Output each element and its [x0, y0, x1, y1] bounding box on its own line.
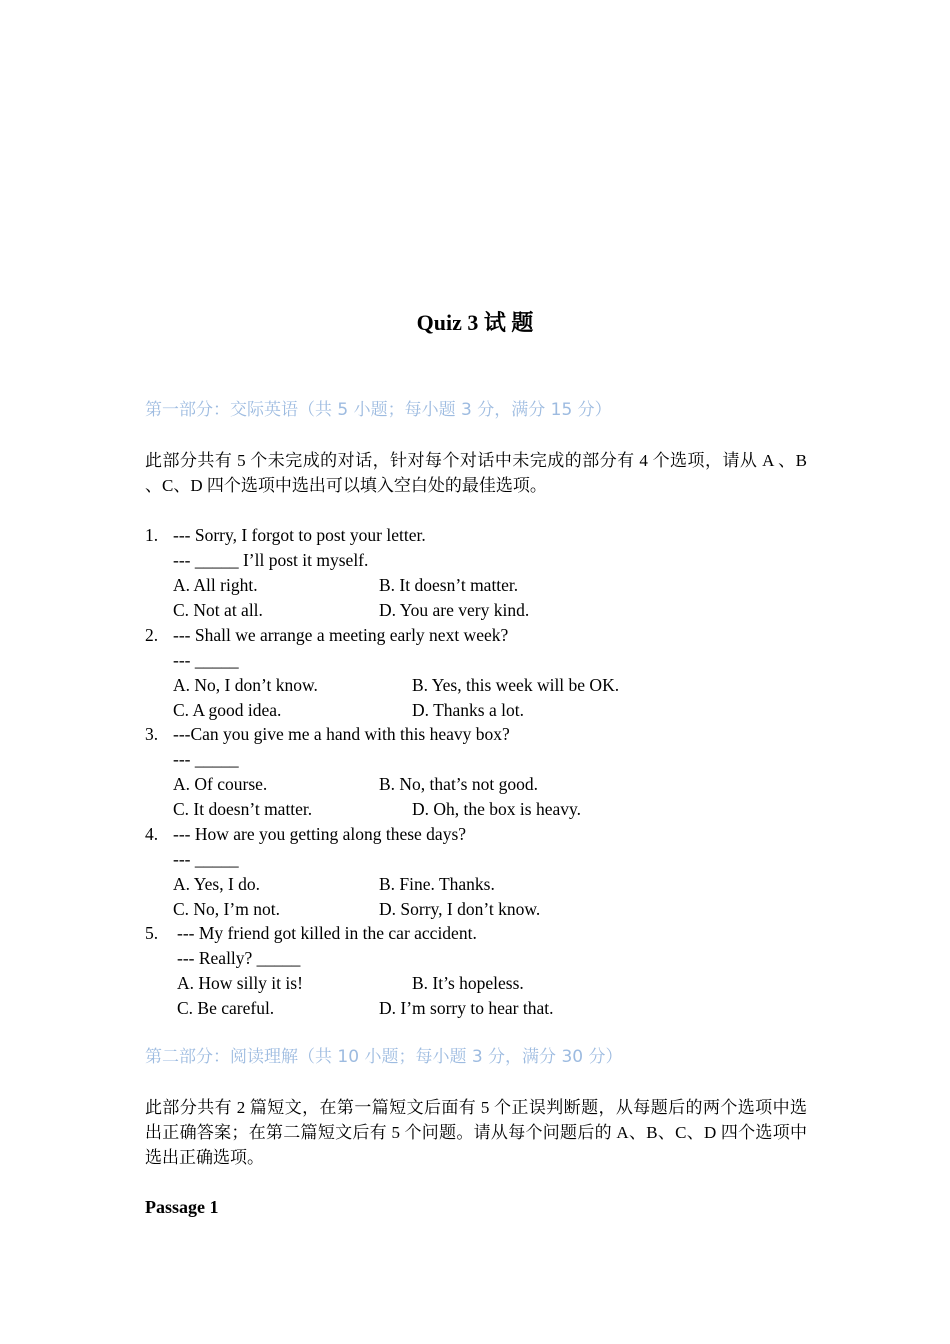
question-5-option-a: A. How silly it is! [177, 973, 303, 993]
question-2-option-b: B. Yes, this week will be OK. [412, 675, 620, 695]
part2-heading: 第二部分：阅读理解（共 10 小题；每小题 3 分，满分 30 分） [145, 1047, 623, 1067]
question-1-option-a: A. All right. [173, 575, 258, 595]
question-1-prompt: --- Sorry, I forgot to post your letter. [173, 525, 426, 545]
question-5-option-c: C. Be careful. [177, 998, 275, 1018]
question-2-prompt: --- Shall we arrange a meeting early next week? [173, 625, 509, 645]
part2-instructions: 此部分共有 2 篇短文，在第一篇短文后面有 5 个正误判断题，从每题后的两个选项中选出正确答案；在第二篇短文后有 5 个问题。请从每个问题后的 A、B、C、D 四个选项中选出正确选项。 [145, 1098, 807, 1167]
question-2-reply: --- _____ [173, 650, 239, 670]
passage-1-title: Passage 1 [145, 1197, 219, 1217]
question-4-option-d: D. Sorry, I don’t know. [379, 899, 541, 919]
question-4-option-b: B. Fine. Thanks. [379, 874, 495, 894]
question-2-option-c: C. A good idea. [173, 700, 282, 720]
question-3-prompt: ---Can you give me a hand with this heavy box? [173, 724, 510, 744]
question-4-option-c: C. No, I’m not. [173, 899, 280, 919]
question-2-option-d: D. Thanks a lot. [412, 700, 524, 720]
question-5-number: 5. [145, 923, 159, 943]
question-5-prompt: --- My friend got killed in the car accident. [177, 923, 477, 943]
question-2-number: 2. [145, 625, 159, 645]
question-3-option-d: D. Oh, the box is heavy. [412, 799, 581, 819]
question-5-option-d: D. I’m sorry to hear that. [379, 998, 554, 1018]
part1-instructions: 此部分共有 5 个未完成的对话，针对每个对话中未完成的部分有 4 个选项，请从 A 、B 、C、D 四个选项中选出可以填入空白处的最佳选项。 [145, 451, 807, 495]
question-5-option-b: B. It’s hopeless. [412, 973, 524, 993]
question-4-number: 4. [145, 824, 159, 844]
question-1-reply: --- _____ I’ll post it myself. [173, 550, 369, 570]
question-3-option-c: C. It doesn’t matter. [173, 799, 313, 819]
part1-heading: 第一部分：交际英语（共 5 小题；每小题 3 分，满分 15 分） [145, 400, 612, 420]
page-title: Quiz 3 试 题 [416, 310, 534, 335]
question-4-reply: --- _____ [173, 849, 239, 869]
question-4-prompt: --- How are you getting along these days? [173, 824, 467, 844]
question-1-option-c: C. Not at all. [173, 600, 263, 620]
question-3-number: 3. [145, 724, 159, 744]
question-3-option-a: A. Of course. [173, 774, 268, 794]
question-3-option-b: B. No, that’s not good. [379, 774, 538, 794]
question-5-reply: --- Really? _____ [177, 948, 301, 968]
question-2-option-a: A. No, I don’t know. [173, 675, 318, 695]
question-3-reply: --- _____ [173, 749, 239, 769]
question-4-option-a: A. Yes, I do. [173, 874, 261, 894]
question-1-option-b: B. It doesn’t matter. [379, 575, 519, 595]
question-1-number: 1. [145, 525, 159, 545]
question-1-option-d: D. You are very kind. [379, 600, 530, 620]
